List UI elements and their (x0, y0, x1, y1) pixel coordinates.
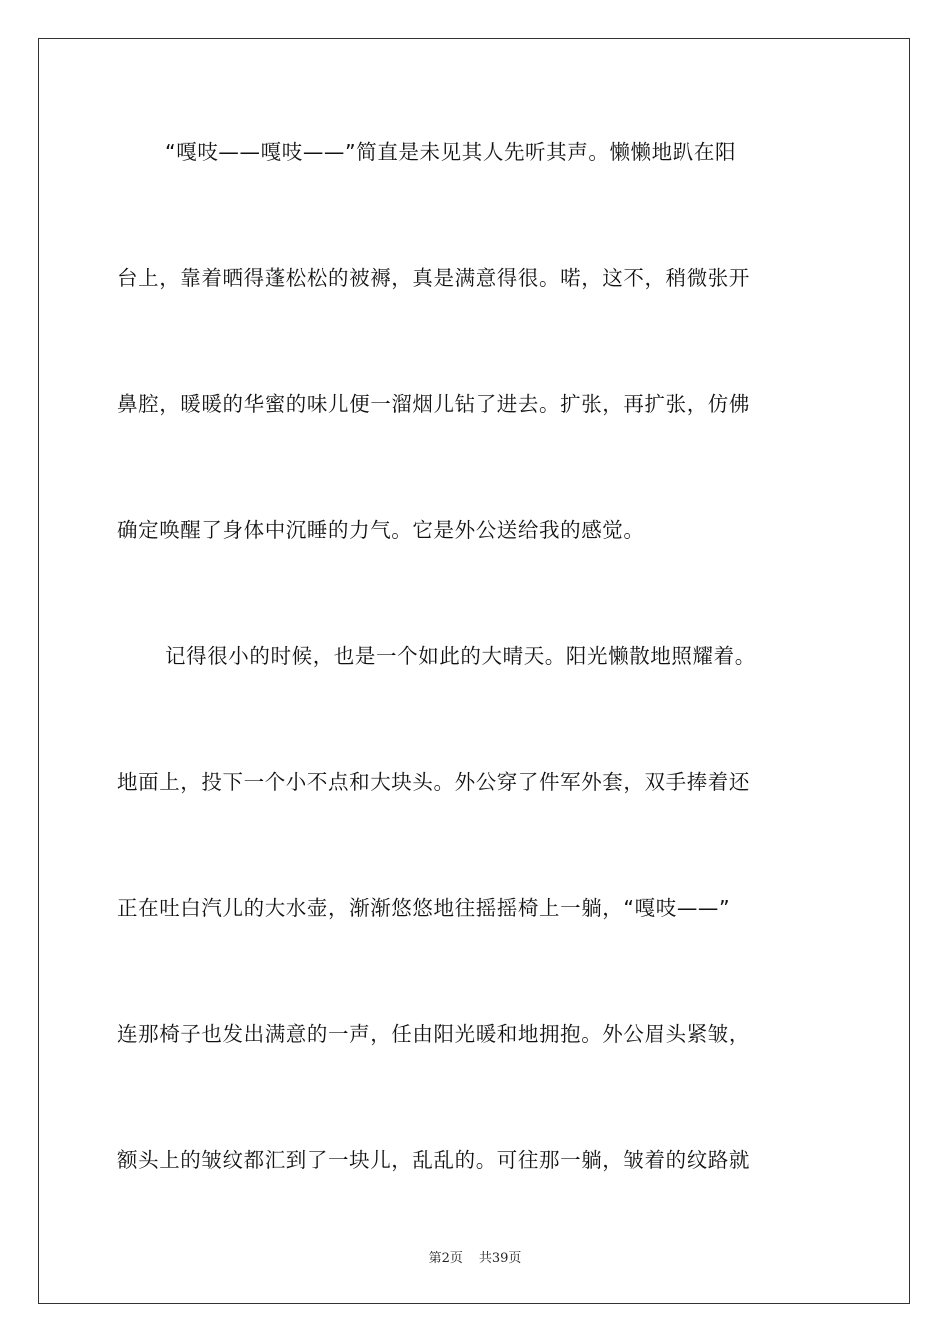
paragraph-2-line-4: 连那椅子也发出满意的一声，任由阳光暖和地拥抱。外公眉头紧皱， (117, 1022, 750, 1046)
document-body (117, 120, 833, 1192)
paragraph-1-line-4: 确定唤醒了身体中沉睡的力气。它是外公送给我的感觉。 (117, 518, 645, 542)
page-footer (0, 1247, 950, 1266)
total-pages: 共39页 (478, 1251, 522, 1266)
paragraph-1-line-2: 台上，靠着晒得蓬松松的被褥，真是满意得很。喏，这不，稍微张开 (117, 266, 750, 290)
paragraph-2-line-1: 记得很小的时候，也是一个如此的大晴天。阳光懒散地照耀着。 (165, 644, 756, 668)
paragraph-2-line-5: 额头上的皱纹都汇到了一块儿，乱乱的。可往那一躺，皱着的纹路就 (117, 1148, 750, 1172)
paragraph-2-line-2: 地面上，投下一个小不点和大块头。外公穿了件军外套，双手捧着还 (117, 770, 750, 794)
page-number: 第2页 (428, 1251, 463, 1266)
paragraph-1-line-3: 鼻腔，暖暖的华蜜的味儿便一溜烟儿钻了进去。扩张，再扩张，仿佛 (117, 392, 750, 416)
paragraph-1-line-1: “嘎吱——嘎吱——”简直是未见其人先听其声。懒懒地趴在阳 (165, 140, 737, 164)
paragraph-2-line-3: 正在吐白汽儿的大水壶，渐渐悠悠地往摇摇椅上一躺，“嘎吱——” (117, 896, 731, 920)
